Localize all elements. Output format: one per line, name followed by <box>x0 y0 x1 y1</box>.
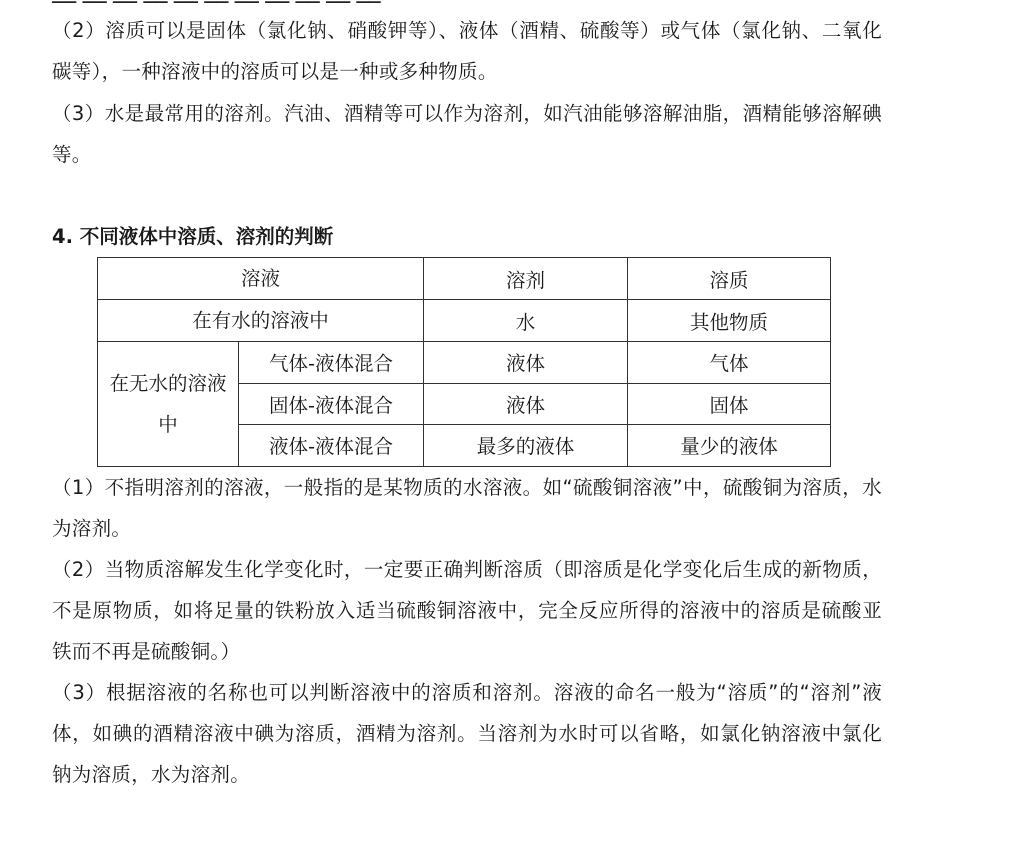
header-solute: 溶质 <box>628 258 831 300</box>
solute-solvent-table <box>97 257 831 467</box>
solvent-cell: 最多的液体 <box>424 425 628 467</box>
paragraph-solute-types: （2）溶质可以是固体（氯化钠、硝酸钾等）、液体（酒精、硫酸等）或气体（氯化钠、二氧化碳等），一种溶液中的溶质可以是一种或多种物质。 <box>52 19 882 83</box>
row-nowater-label: 在无水的溶液中 <box>98 342 239 467</box>
table-header-row <box>98 258 831 300</box>
solvent-cell: 液体 <box>424 342 628 384</box>
mix-type-cell: 固体-液体混合 <box>239 383 424 425</box>
header-solvent: 溶剂 <box>424 258 628 300</box>
note-2: （2）当物质溶解发生化学变化时，一定要正确判断溶质（即溶质是化学变化后生成的新物质，不是原物质，如将足量的铁粉放入适当硫酸铜溶液中，完全反应所得的溶液中的溶质是硫酸亚铁而不再是硫酸铜。） <box>52 558 882 663</box>
table-row <box>98 300 831 342</box>
note-1: （1）不指明溶剂的溶液，一般指的是某物质的水溶液。如“硫酸铜溶液”中，硫酸铜为溶质，水为溶剂。 <box>52 476 882 540</box>
note-3: （3）根据溶液的名称也可以判断溶液中的溶质和溶剂。溶液的命名一般为“溶质”的“溶剂”液体，如碘的酒精溶液中碘为溶质，酒精为溶剂。当溶剂为水时可以省略，如氯化钠溶液中氯化钠为溶质，水为溶剂。 <box>52 681 882 786</box>
header-solution: 溶液 <box>98 258 424 300</box>
solute-cell: 量少的液体 <box>628 425 831 467</box>
row-water-solute: 其他物质 <box>628 300 831 342</box>
solvent-cell: 液体 <box>424 383 628 425</box>
table-row <box>98 342 831 384</box>
section-heading: 4. 不同液体中溶质、溶剂的判断 <box>52 225 334 248</box>
cut-off-top-line: ── ── ── ── ── ── ── ── ── ── ── <box>52 0 381 14</box>
paragraph-common-solvents: （3）水是最常用的溶剂。汽油、酒精等可以作为溶剂，如汽油能够溶解油脂，酒精能够溶解碘等。 <box>52 102 882 166</box>
mix-type-cell: 液体-液体混合 <box>239 425 424 467</box>
solute-cell: 气体 <box>628 342 831 384</box>
solute-cell: 固体 <box>628 383 831 425</box>
row-water-solvent: 水 <box>424 300 628 342</box>
mix-type-cell: 气体-液体混合 <box>239 342 424 384</box>
row-water-label: 在有水的溶液中 <box>98 300 424 342</box>
